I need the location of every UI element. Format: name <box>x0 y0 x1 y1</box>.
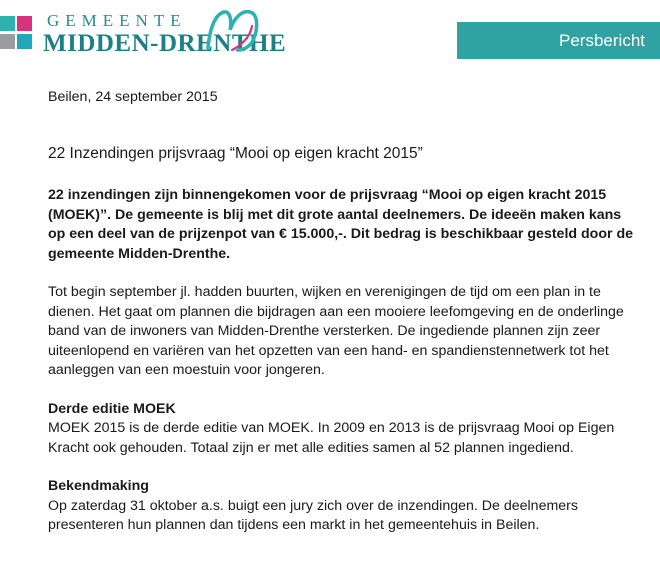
section-heading: Derde editie MOEK <box>48 400 176 417</box>
body-paragraph: Tot begin september jl. hadden buurten, wijken en verenigingen de tijd om een plan in te dienen. Het gaat om plannen die bijdragen aan een mooiere leefomgeving en de onderlinge band van de inwoners van Midden-Drenthe versterken. De ingediende plannen zijn zeer uiteenlopend en variëren van het opzetten van een hand- en spandienstennetwerk tot het aanleggen van een moestuin voor jongeren. <box>48 284 624 378</box>
section-heading: Bekendmaking <box>48 478 149 494</box>
org-name-line1: GEMEENTE <box>47 11 187 30</box>
lead-paragraph: 22 inzendingen zijn binnengekomen voor de prijsvraag “Mooi op eigen kracht 2015 (MOEK)”. De gemeente is blij met dit grote aantal deelnemers. De ideeën maken kans op een deel van de prijzenpot van € 15.000,-. Dit bedrag is beschikbaar gesteld door de gemeente Midden-Drenthe. <box>48 187 634 262</box>
document-body <box>48 88 638 536</box>
date-line: Beilen, 24 september 2015 <box>48 89 218 105</box>
org-name-line2: MIDDEN-DRENTHE <box>43 30 287 57</box>
logo-squares-icon <box>0 14 36 52</box>
section-text: MOEK 2015 is de derde editie van MOEK. In 2009 en 2013 is de prijsvraag Mooi op Eigen Kracht ook gehouden. Totaal zijn er met alle edities samen al 52 plannen ingediend. <box>48 420 615 456</box>
section-text: Op zaterdag 31 oktober a.s. buigt een jury zich over de inzendingen. De deelnemers presenteren hun plannen dan tijdens een markt in het gemeentehuis in Beilen. <box>48 497 578 533</box>
municipality-logo-icon <box>202 4 260 54</box>
headline: 22 Inzendingen prijsvraag “Mooi op eigen kracht 2015” <box>48 144 423 162</box>
banner-label: Persbericht <box>559 30 645 50</box>
press-release-banner <box>457 22 660 59</box>
